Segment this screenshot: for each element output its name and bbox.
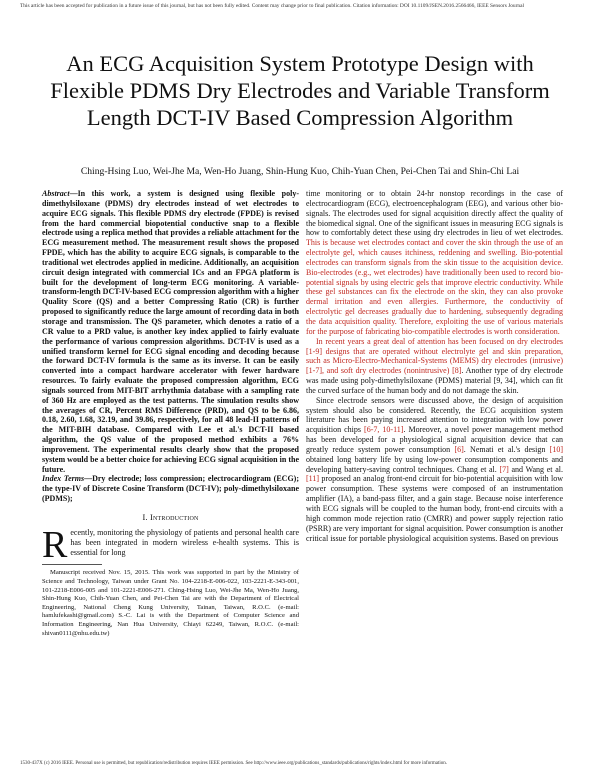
citation-link[interactable]: [1-7] — [306, 366, 322, 376]
citation-link[interactable]: [11] — [306, 474, 320, 484]
section-heading — [42, 513, 299, 523]
index-terms-text: —Dry electrode; loss compression; electrocardiogram (ECG); the type-IV of Discrete Cosine Transform (DCT-IV); poly-dimethylsiloxane (PDMS); — [42, 474, 300, 504]
citation-link[interactable]: [7] — [499, 464, 509, 474]
copyright-footer: 1530-437X (c) 2016 IEEE. Personal use is permitted, but republication/redistribution requires IEEE permission. See http://www.ieee.org/publications_standards/publications/rights/index.html for more information. — [20, 761, 447, 766]
citation-link[interactable]: [8] — [452, 366, 462, 376]
abstract-text: —In this work, a system is designed using flexible poly-dimethylsiloxane (PDMS) dry electrodes instead of wet electrodes to acquire ECG signals. This flexible PDMS dry electrode (FPDE) is revised from the hard commercial biopotential conductive snap to a flexible electrode using a replica method that provides a reliable attachment for the ECG measurement method. The measurement result shows the proposed FPDE, which has the ability to acquire ECG signals, is comparable to the traditional wet electrodes applied in medicine. Additionally, an acquisition circuit design integrated with commercial ICs and an FPGA platform is built for the development of long-term ECG monitoring. A variable-transform-length DCT-IV-based ECG compression algorithm with a higher Quality Score (QS) and a better Compressing Ratio (CR) is further proposed to significantly reduce the large amount of recording data in both storage and transmission. The QS parameter, which denotes a ratio of a CR value to a PRD value, is another key index applied to fairly evaluate the performance of various compression algorithms. DCT-IV is used as a unified transform kernel for ECG signal encoding and decoding because the forward DCT-IV formula is the same as its inverse. It can be easily converted into a compact hardware accelerator with fewer hardware resources. To fairly evaluate the proposed compression algorithm, ECG signals sourced from MIT-BIT arrhythmia database with a sampling rate of 360 Hz are employed as the test patterns. The simulation results show the averages of CR, Percent RMS Difference (PRD), and QS to be 6.86, 0.18, 2.60, 1.68, 32.19, and 39.86, respectively, for all 48 lead-II patterns of the MIT-BIH database. Compared with Lee et al.'s DCT-II based algorithm, the QS value of the proposed method exhibits a 76% improvement. The experimental results clearly show that the proposed system would be a better choice for achieving ECG signal acquisition in the future. — [42, 189, 299, 474]
p3-text-f: proposed an analog front-end circuit for bio-potential acquisition with low power consumption. These systems were composed of an instrumentation amplifier (IA), a band-pass filter, and a gain stage. Because noise interference with ECG signals will be coupled to the human body, front-end circuits with a high common mode rejection ratio (CMRR) and power supply rejection ratio (PSRR) are very important for signal acquisition. Power consumption is another critical issue for portable physiological acquisition systems. Based on previous — [306, 474, 563, 543]
right-column — [306, 189, 563, 543]
section-number: I. — [142, 513, 148, 522]
p1-text-a: time monitoring or to obtain 24-hr nonstop recordings in the case of electrocardiogram (ECG), electroencephalogram (EEG), and various other bio-signals. The electrodes used for signal acquisition directly affect the quality of the biomedical signal. One of the significant issues in measuring ECG signals is how to comfortably detect these using dry electrodes in lieu of wet electrodes. — [306, 189, 563, 238]
p3-text-d: obtained long battery life by using low-power consumption components and developing battery-saving control techniques. Chang et al. — [306, 454, 563, 474]
intro-paragraph — [42, 523, 299, 566]
footnote-text: Manuscript received Nov. 15, 2015. This work was supported in part by the Ministry of Science and Technology, Taiwan under Grant No. 104-2218-E-006-022, 103-2221-E-343-001, 101-2218-E006-005 and 101-2221-E006-271. Ching-Hsing Luo, Wei-Jhe Ma, Wen-Ho Juang, Shin-Hung Kuo, Chih-Yuan Chen, and Pei-Chen Tai are with the Department of Electrical Engineering, National Cheng Kung University, Tainan, Taiwan, R.O.C. (e-mail: hamlufekashi@gmail.com) S.-C. Lai is with the Department of Computer Science and Information Engineering, Nan Hua University, Chiayi 62249, Taiwan, R.O.C. (e-mail: shivan0111@nhu.edu.tw) — [42, 569, 299, 637]
paper-title: An ECG Acquisition System Prototype Design with Flexible PDMS Dry Electrodes and Variable Transform Length DCT-IV Based Compression Algorithm — [50, 51, 550, 130]
citation-link[interactable]: [1-9] — [306, 346, 322, 356]
section-title: Introduction — [150, 513, 199, 522]
index-terms — [42, 474, 299, 504]
body-paragraph-3 — [306, 396, 563, 544]
index-terms-lead: Index Terms — [42, 474, 85, 484]
p1-text-b: This is because wet electrodes contact and cover the skin through the use of an electrolyte gel, which causes itchiness, reddening and swelling. Bio-potential electrodes can transform signals from the skin tissue to the acquisition device. Bio-electrodes (e.g., wet electrodes) have traditionally been used to record bio-potential signals by using electric gels that improve electric conductivity. While these gel substances can fix the electrode on the skin, they can also provoke dermal irritation and even allergies. Furthermore, the conductivity of electrolytic gel decreases gradually due to hardening, subsequently degrading the data acquisition quality. Therefore, exploiting the use of various materials for the purpose of fabricating bio-compatible electrodes is worth consideration. — [306, 238, 563, 336]
p3-text-c: . Nemati et al.'s design — [463, 444, 550, 454]
citation-link[interactable]: [10] — [549, 444, 563, 454]
p2-text-b: designs that are operated without electrolyte gel and skin preparation, such as Micro-Electro-Mechanical-Systems (MEMS) dry electrodes (intrusive) — [306, 346, 563, 366]
abstract — [42, 189, 299, 474]
body-paragraph-1 — [306, 189, 563, 337]
intro-text: ecently, monitoring the physiology of patients and personal health care has been integrated in modern wireless e-health systems. This is essential for long — [70, 527, 299, 557]
p3-text-b: . Moreover, a novel power management method has been developed for a physiological signal acquisition device that can greatly reduce system power consumption — [306, 425, 564, 454]
journal-header-notice: This article has been accepted for publication in a future issue of this journal, but has not been fully edited. Content may change prior to final publication. Citation information: DOI 10.1109/JSEN.2016.2566466, IEEE Sensors Journal — [20, 3, 525, 9]
citation-link[interactable]: [6-7, 10-11] — [364, 425, 404, 435]
dropcap: R — [42, 523, 68, 566]
body-paragraph-2 — [306, 337, 563, 396]
citation-link[interactable]: [6] — [454, 444, 464, 454]
p3-text-a: Since electrode sensors were discussed above, the design of acquisition system should also be considered. Recently, the ECG acquisition system literature has been paying increased attention to integration with low power acquisition chips — [306, 395, 563, 435]
p2-text-a: In recent years a great deal of attention has been focused on dry electrodes — [316, 336, 563, 346]
footnote — [42, 569, 299, 638]
p2-text-c: , and soft dry electrodes (nonintrusive) — [322, 366, 453, 376]
left-column — [42, 189, 299, 638]
abstract-lead: Abstract — [42, 189, 70, 198]
author-list: Ching-Hsing Luo, Wei-Jhe Ma, Wen-Ho Juang, Shin-Hung Kuo, Chih-Yuan Chen, Pei-Chen Tai and Shin-Chi Lai — [80, 166, 520, 177]
p2-text-d: . Another type of dry electrode was made using poly-dimethylsiloxane (PDMS) material [9, 34], which can fit the curved surface of the human body and do not damage the skin. — [306, 366, 564, 395]
p3-text-e: and Wang et al. — [508, 464, 563, 474]
